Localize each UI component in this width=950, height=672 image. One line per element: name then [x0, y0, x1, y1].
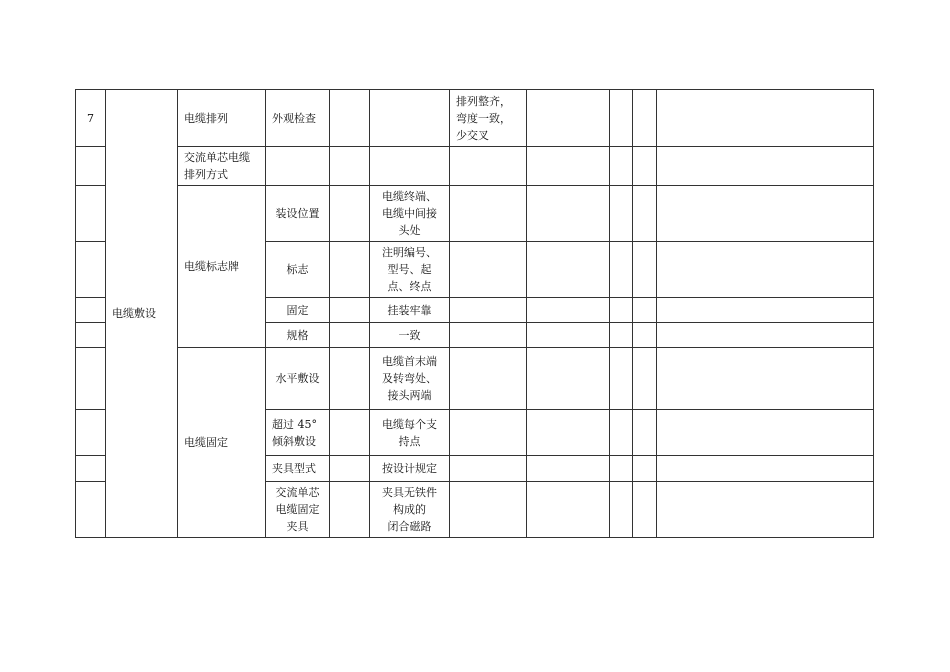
empty-cell [76, 186, 106, 242]
requirement-cell [370, 90, 450, 147]
empty-cell [610, 348, 633, 410]
empty-cell [76, 410, 106, 456]
check-subitem: 超过 45° 倾斜敷设 [266, 410, 330, 456]
check-subitem: 固定 [266, 298, 330, 323]
empty-cell [450, 348, 527, 410]
table-row [76, 147, 874, 186]
check-group: 电缆排列 [178, 90, 266, 147]
check-subitem: 规格 [266, 323, 330, 348]
empty-cell [633, 242, 657, 298]
empty-cell [330, 323, 370, 348]
empty-cell [450, 410, 527, 456]
empty-cell [450, 147, 527, 186]
empty-cell [610, 323, 633, 348]
empty-cell [450, 482, 527, 538]
check-subitem: 水平敷设 [266, 348, 330, 410]
empty-cell [610, 147, 633, 186]
empty-cell [610, 298, 633, 323]
empty-cell [527, 323, 610, 348]
empty-cell [330, 298, 370, 323]
check-group: 电缆标志牌 [178, 186, 266, 348]
empty-cell [657, 348, 874, 410]
empty-cell [657, 242, 874, 298]
item-number: 7 [76, 90, 106, 147]
empty-cell [527, 147, 610, 186]
empty-cell [657, 147, 874, 186]
check-group: 电缆固定 [178, 348, 266, 538]
check-subitem: 标志 [266, 242, 330, 298]
empty-cell [330, 242, 370, 298]
empty-cell [76, 323, 106, 348]
empty-cell [610, 90, 633, 147]
empty-cell [450, 298, 527, 323]
requirement-cell: 按设计规定 [370, 456, 450, 482]
empty-cell [633, 410, 657, 456]
empty-cell [657, 323, 874, 348]
empty-cell [610, 482, 633, 538]
empty-cell [330, 456, 370, 482]
empty-cell [610, 186, 633, 242]
empty-cell [76, 147, 106, 186]
check-subitem: 外观检查 [266, 90, 330, 147]
empty-cell [330, 90, 370, 147]
empty-cell [610, 456, 633, 482]
empty-cell [76, 298, 106, 323]
empty-cell [370, 147, 450, 186]
empty-cell [633, 90, 657, 147]
empty-cell [527, 348, 610, 410]
empty-cell [610, 242, 633, 298]
empty-cell [450, 186, 527, 242]
empty-cell [330, 186, 370, 242]
empty-cell [633, 298, 657, 323]
empty-cell [330, 147, 370, 186]
empty-cell [76, 242, 106, 298]
requirement-cell: 电缆终端、 电缆中间接 头处 [370, 186, 450, 242]
empty-cell [527, 186, 610, 242]
empty-cell [76, 348, 106, 410]
empty-cell [527, 90, 610, 147]
empty-cell [633, 147, 657, 186]
empty-cell [657, 90, 874, 147]
empty-cell [657, 456, 874, 482]
empty-cell [330, 482, 370, 538]
empty-cell [633, 323, 657, 348]
empty-cell [657, 186, 874, 242]
empty-cell [76, 482, 106, 538]
empty-cell [657, 410, 874, 456]
empty-cell [657, 298, 874, 323]
empty-cell [266, 147, 330, 186]
empty-cell [633, 482, 657, 538]
empty-cell [527, 410, 610, 456]
inspection-item: 电缆敷设 [106, 90, 178, 538]
table-row [76, 348, 874, 410]
check-group: 交流单芯电缆 排列方式 [178, 147, 266, 186]
requirement-cell: 一致 [370, 323, 450, 348]
requirement-cell: 电缆首末端 及转弯处、 接头两端 [370, 348, 450, 410]
quality-standard: 排列整齐， 弯度一致， 少交叉 [450, 90, 527, 147]
empty-cell [633, 186, 657, 242]
empty-cell [76, 456, 106, 482]
check-subitem: 交流单芯 电缆固定 夹具 [266, 482, 330, 538]
check-subitem: 夹具型式 [266, 456, 330, 482]
requirement-cell: 夹具无铁件 构成的 闭合磁路 [370, 482, 450, 538]
empty-cell [527, 482, 610, 538]
table-row [76, 186, 874, 242]
empty-cell [610, 410, 633, 456]
empty-cell [633, 348, 657, 410]
empty-cell [657, 482, 874, 538]
empty-cell [450, 242, 527, 298]
empty-cell [450, 456, 527, 482]
empty-cell [450, 323, 527, 348]
empty-cell [527, 298, 610, 323]
inspection-table [75, 89, 874, 538]
table-row [76, 90, 874, 147]
empty-cell [633, 456, 657, 482]
requirement-cell: 电缆每个支 持点 [370, 410, 450, 456]
empty-cell [330, 348, 370, 410]
requirement-cell: 注明编号、 型号、起 点、终点 [370, 242, 450, 298]
empty-cell [527, 456, 610, 482]
check-subitem: 装设位置 [266, 186, 330, 242]
empty-cell [527, 242, 610, 298]
empty-cell [330, 410, 370, 456]
requirement-cell: 挂装牢靠 [370, 298, 450, 323]
